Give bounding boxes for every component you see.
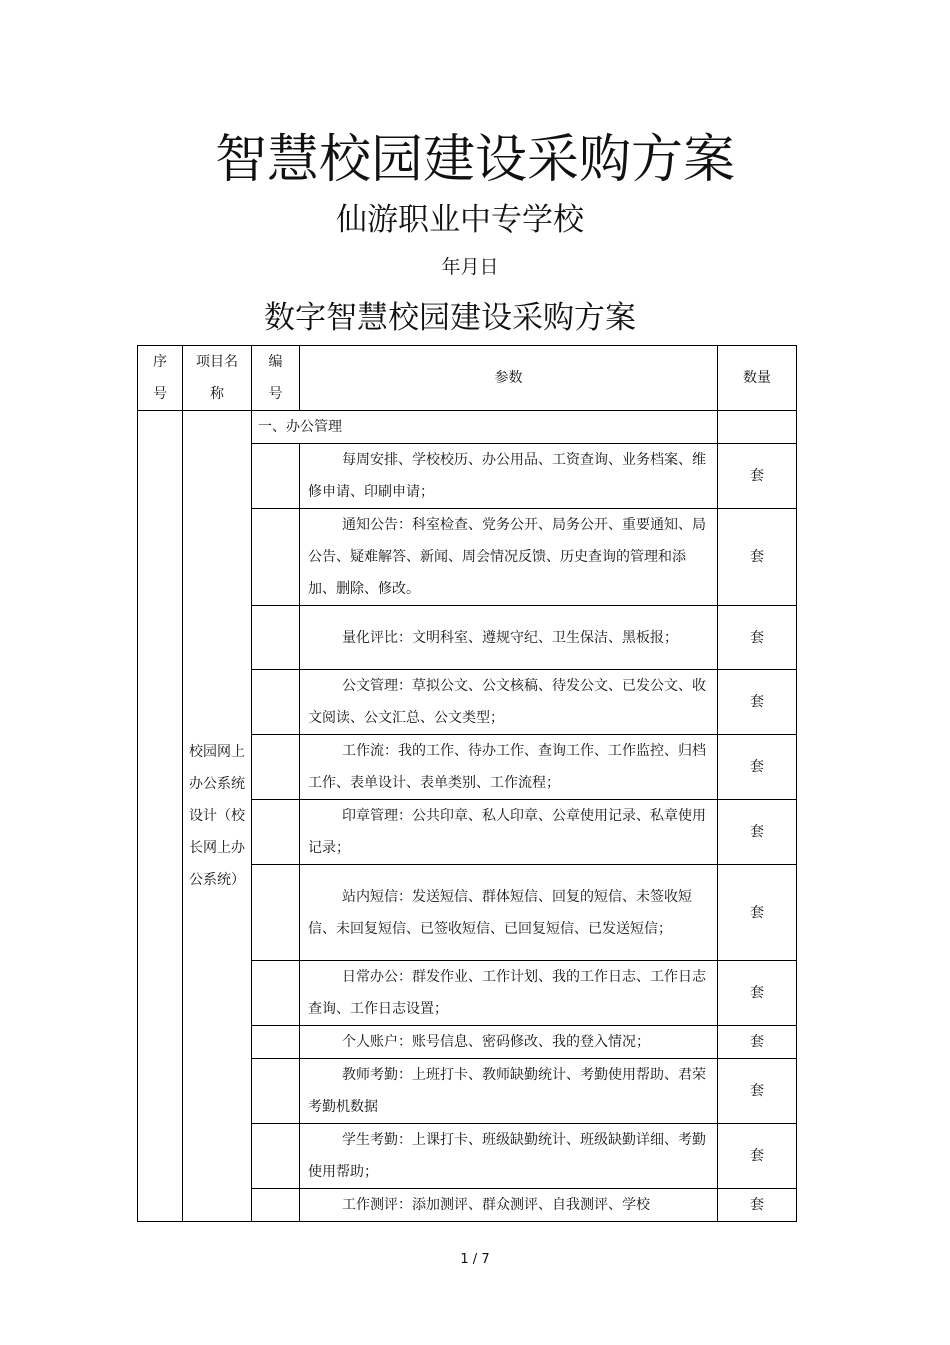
code-cell <box>252 1026 300 1059</box>
qty-cell: 套 <box>718 800 797 865</box>
code-cell <box>252 444 300 509</box>
section-row <box>138 411 797 444</box>
qty-cell: 套 <box>718 735 797 800</box>
header-params: 参数 <box>300 346 718 411</box>
table-title: 数字智慧校园建设采购方案 <box>264 300 636 336</box>
header-name: 项目名 称 <box>183 346 252 411</box>
param-cell: 站内短信：发送短信、群体短信、回复的短信、未签收短信、未回复短信、已签收短信、已回复短信、已发送短信； <box>300 865 718 961</box>
header-code: 编 号 <box>252 346 300 411</box>
header-qty: 数量 <box>718 346 797 411</box>
param-cell: 每周安排、学校校历、办公用品、工资查询、业务档案、维修申请、印刷申请； <box>300 444 718 509</box>
code-cell <box>252 1189 300 1222</box>
header-seq: 序 号 <box>138 346 183 411</box>
qty-cell: 套 <box>718 509 797 606</box>
param-cell: 印章管理：公共印章、私人印章、公章使用记录、私章使用记录； <box>300 800 718 865</box>
qty-cell: 套 <box>718 444 797 509</box>
qty-cell: 套 <box>718 606 797 670</box>
section-qty <box>718 411 797 444</box>
code-cell <box>252 1124 300 1189</box>
group-name-cell: 校园网上办公系统设计（校长网上办公系统） <box>183 411 252 1222</box>
param-cell: 教师考勤：上班打卡、教师缺勤统计、考勤使用帮助、君荣考勤机数据 <box>300 1059 718 1124</box>
code-cell <box>252 1059 300 1124</box>
section-title: 一、办公管理 <box>252 411 718 444</box>
code-cell <box>252 735 300 800</box>
param-cell: 工作流：我的工作、待办工作、查询工作、工作监控、归档工作、表单设计、表单类别、工作流程； <box>300 735 718 800</box>
qty-cell: 套 <box>718 670 797 735</box>
qty-cell: 套 <box>718 1026 797 1059</box>
code-cell <box>252 800 300 865</box>
code-cell <box>252 670 300 735</box>
param-cell: 日常办公：群发作业、工作计划、我的工作日志、工作日志查询、工作日志设置； <box>300 961 718 1026</box>
qty-cell: 套 <box>718 1189 797 1222</box>
param-cell: 工作测评：添加测评、群众测评、自我测评、学校 <box>300 1189 718 1222</box>
table-header-row <box>138 346 797 411</box>
procurement-table <box>137 345 797 1222</box>
document-date: 年月日 <box>441 256 499 278</box>
page-indicator: 1 / 7 <box>460 1252 490 1267</box>
param-cell: 量化评比：文明科室、遵规守纪、卫生保洁、黑板报； <box>300 606 718 670</box>
qty-cell: 套 <box>718 1059 797 1124</box>
param-cell: 学生考勤：上课打卡、班级缺勤统计、班级缺勤详细、考勤使用帮助； <box>300 1124 718 1189</box>
code-cell <box>252 961 300 1026</box>
code-cell <box>252 509 300 606</box>
qty-cell: 套 <box>718 961 797 1026</box>
seq-cell <box>138 411 183 1222</box>
param-cell: 通知公告：科室检查、党务公开、局务公开、重要通知、局公告、疑难解答、新闻、周会情况反馈、历史查询的管理和添加、删除、修改。 <box>300 509 718 606</box>
document-title: 智慧校园建设采购方案 <box>214 130 735 190</box>
school-name: 仙游职业中专学校 <box>336 202 584 238</box>
param-cell: 公文管理：草拟公文、公文核稿、待发公文、已发公文、收文阅读、公文汇总、公文类型； <box>300 670 718 735</box>
code-cell <box>252 606 300 670</box>
qty-cell: 套 <box>718 865 797 961</box>
param-cell: 个人账户：账号信息、密码修改、我的登入情况； <box>300 1026 718 1059</box>
code-cell <box>252 865 300 961</box>
qty-cell: 套 <box>718 1124 797 1189</box>
